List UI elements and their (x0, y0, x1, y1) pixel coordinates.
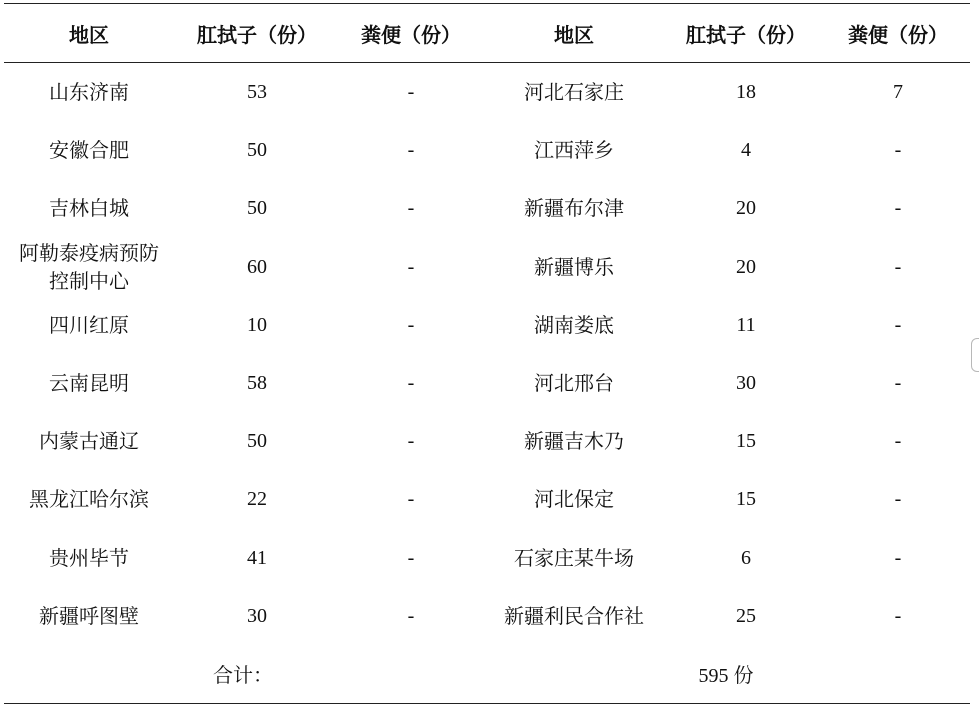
feces-cell: - (407, 604, 415, 627)
feces-cell: - (894, 488, 902, 511)
table-row (4, 529, 970, 587)
feces-cell: - (894, 430, 902, 453)
header-anal-swab-right: 肛拭子（份） (666, 4, 826, 63)
header-anal-swab-left: 肛拭子（份） (174, 4, 340, 63)
region-cell: 新疆呼图壁 (39, 603, 139, 628)
feces-cell: - (407, 313, 415, 336)
feces-cell: - (894, 604, 902, 627)
anal-swab-cell: 50 (247, 430, 267, 453)
feces-cell: - (407, 255, 415, 278)
region-cell-text: 阿勒泰疫病预防控制中心 (19, 240, 159, 293)
feces-cell: - (407, 81, 415, 104)
feces-cell: - (407, 430, 415, 453)
anal-swab-cell: 53 (247, 81, 267, 104)
region-cell: 安徽合肥 (49, 138, 129, 163)
region-cell: 河北石家庄 (524, 80, 624, 105)
header-feces-left: 粪便（份） (340, 4, 482, 63)
feces-cell: - (894, 372, 902, 395)
anal-swab-cell: 50 (247, 139, 267, 162)
header-feces-right: 粪便（份） (826, 4, 970, 63)
sample-count-table (4, 3, 970, 704)
region-cell: 石家庄某牛场 (514, 545, 634, 570)
anal-swab-cell: 20 (736, 197, 756, 220)
region-cell: 四川红原 (49, 312, 129, 337)
anal-swab-cell: 50 (247, 197, 267, 220)
anal-swab-cell: 15 (736, 430, 756, 453)
anal-swab-cell: 11 (736, 313, 756, 336)
region-cell: 河北保定 (534, 487, 614, 512)
feces-cell: - (407, 372, 415, 395)
region-cell: 河北邢台 (534, 371, 614, 396)
total-label: 合计： (4, 645, 482, 704)
header-region-right: 地区 (482, 4, 666, 63)
table-row (4, 354, 970, 412)
region-cell: 江西萍乡 (534, 138, 614, 163)
region-cell: 云南昆明 (49, 371, 129, 396)
region-cell: 新疆博乐 (534, 254, 614, 279)
region-cell: 新疆利民合作社 (504, 603, 644, 628)
anal-swab-cell: 58 (247, 372, 267, 395)
region-cell: 山东济南 (49, 80, 129, 105)
region-cell: 贵州毕节 (49, 545, 129, 570)
header-region-left: 地区 (4, 4, 174, 63)
anal-swab-cell: 6 (741, 546, 751, 569)
anal-swab-cell: 10 (247, 313, 267, 336)
feces-cell: - (894, 139, 902, 162)
region-cell: 新疆布尔津 (524, 196, 624, 221)
region-cell: 内蒙古通辽 (39, 429, 139, 454)
feces-cell: - (407, 197, 415, 220)
anal-swab-cell: 20 (736, 255, 756, 278)
anal-swab-cell: 4 (741, 139, 751, 162)
anal-swab-cell: 30 (736, 372, 756, 395)
table-header-row (4, 4, 970, 63)
table-row (4, 121, 970, 179)
table-row (4, 238, 970, 296)
region-cell (4, 238, 174, 296)
feces-cell: - (894, 255, 902, 278)
total-row (4, 645, 970, 704)
anal-swab-cell: 41 (247, 546, 267, 569)
region-cell: 新疆吉木乃 (524, 429, 624, 454)
region-cell: 吉林白城 (49, 196, 129, 221)
anal-swab-cell: 15 (736, 488, 756, 511)
table-row (4, 179, 970, 237)
feces-cell: - (894, 197, 902, 220)
table-row (4, 412, 970, 470)
scroll-handle[interactable] (971, 338, 979, 372)
feces-cell: - (407, 139, 415, 162)
feces-cell: 7 (893, 81, 903, 104)
anal-swab-cell: 18 (736, 81, 756, 104)
feces-cell: - (894, 313, 902, 336)
total-value: 595 份 (482, 645, 970, 704)
table-row (4, 587, 970, 645)
anal-swab-cell: 25 (736, 604, 756, 627)
table-row (4, 296, 970, 354)
anal-swab-cell: 22 (247, 488, 267, 511)
region-cell: 黑龙江哈尔滨 (29, 487, 149, 512)
feces-cell: - (407, 488, 415, 511)
feces-cell: - (894, 546, 902, 569)
table-row (4, 470, 970, 528)
region-cell: 湖南娄底 (534, 312, 614, 337)
table-row (4, 63, 970, 122)
feces-cell: - (407, 546, 415, 569)
anal-swab-cell: 60 (247, 255, 267, 278)
anal-swab-cell: 30 (247, 604, 267, 627)
